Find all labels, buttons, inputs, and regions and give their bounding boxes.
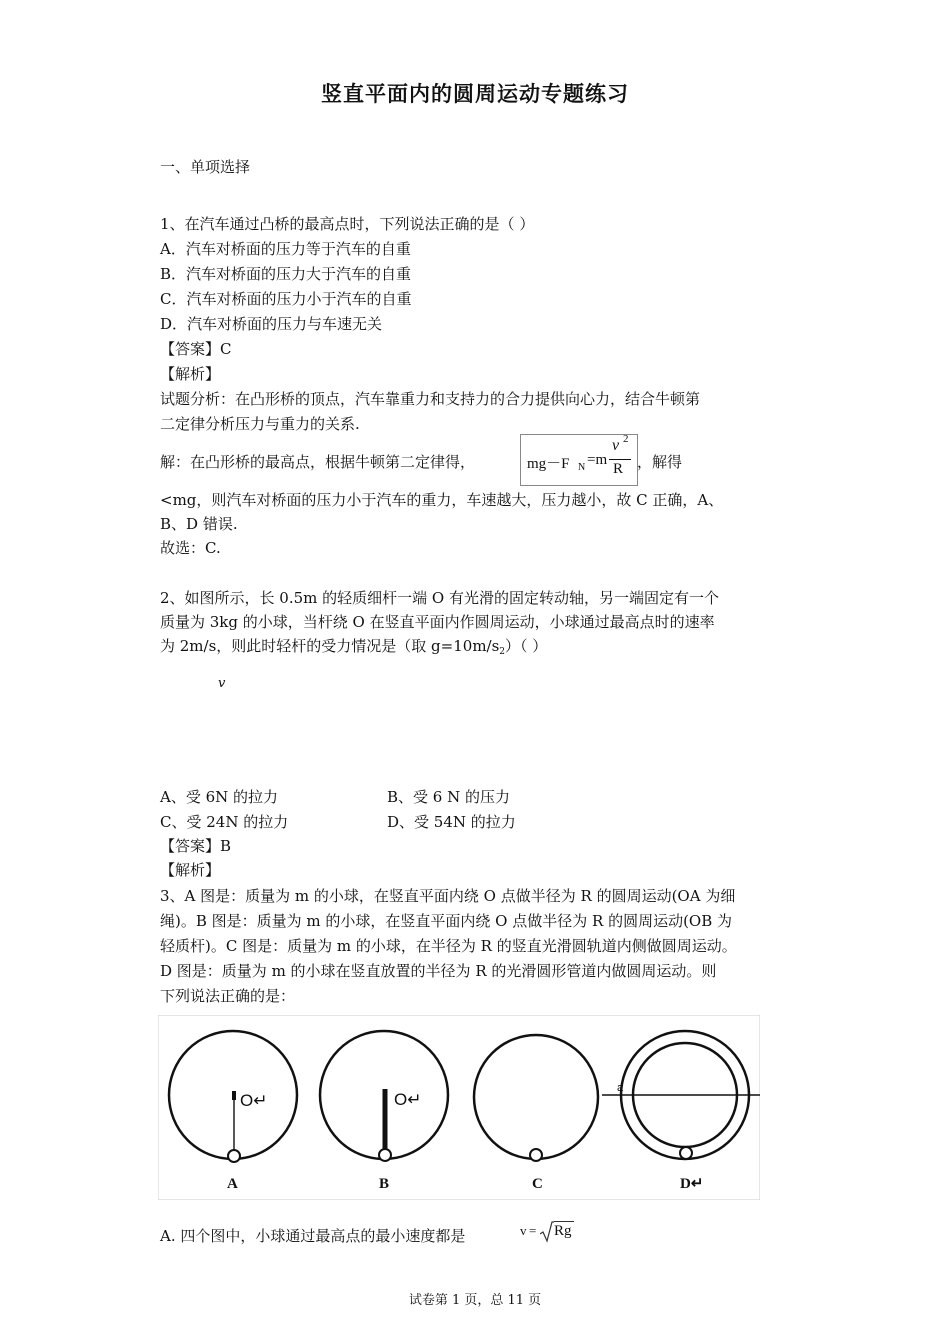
q1-analysis-label: 【解析】 [160, 365, 221, 383]
formula-equals: = [529, 1223, 537, 1238]
q2-option-b: B、受 6 N 的压力 [387, 788, 510, 806]
q3-line1: 3、A 图是：质量为 m 的小球，在竖直平面内绕 O 点做半径为 R 的圆周运动(OA 为细 [160, 887, 736, 905]
q1-option-b: B．汽车对桥面的压力大于汽车的自重 [160, 265, 412, 283]
q1-formula-box [520, 434, 638, 486]
formula-sup: 2 [623, 433, 629, 445]
q1-option-a: A．汽车对桥面的压力等于汽车的自重 [160, 240, 411, 258]
figure-c-label: C [532, 1176, 543, 1192]
q2-option-c: C、受 24N 的拉力 [160, 813, 289, 831]
figure-b-label: B [379, 1176, 390, 1192]
sqrt-icon [540, 1221, 554, 1243]
figure-a-ball [228, 1150, 240, 1162]
figure-c-ball [530, 1149, 542, 1161]
q3-option-a-prefix: A. 四个图中，小球通过最高点的最小速度都是 [160, 1227, 466, 1245]
q3-line2: 绳)。B 图是：质量为 m 的小球，在竖直平面内绕 O 点做半径为 R 的圆周运动(OB 为 [160, 912, 733, 930]
q2-analysis-label: 【解析】 [160, 861, 221, 879]
page-title: 竖直平面内的圆周运动专题练习 [321, 82, 629, 106]
q2-stem-line3: 为 2m/s，则此时轻杆的受力情况是（取 $g=10m/s_2$）（ ） [160, 637, 548, 657]
figure-a-label: A [227, 1176, 238, 1192]
q2-velocity-label: v [218, 676, 226, 691]
figure-b-o-label: O↵ [394, 1090, 422, 1109]
q1-analysis-line1: 试题分析：在凸形桥的顶点，汽车靠重力和支持力的合力提供向心力，结合牛顿第 [160, 390, 701, 408]
q3-line5: 下列说法正确的是： [160, 987, 296, 1005]
formula-num: v [612, 437, 620, 454]
q3-line3: 轻质杆)。C 图是：质量为 m 的小球，在半径为 R 的竖直光滑圆轨道内侧做圆周运动。 [160, 937, 737, 955]
q1-option-c: C．汽车对桥面的压力小于汽车的自重 [160, 290, 412, 308]
formula-left: mg－F [527, 456, 570, 472]
q1-solve-suffix: ，解得 [637, 453, 683, 471]
q2-option-a: A、受 6N 的拉力 [160, 788, 279, 806]
q3-line4: D 图是：质量为 m 的小球在竖直放置的半径为 R 的光滑圆形管道内做圆周运动。则 [160, 962, 717, 980]
q1-stem: 1、在汽车通过凸桥的最高点时，下列说法正确的是（ ） [160, 215, 535, 233]
q1-answer: 【答案】C [160, 340, 232, 358]
q1-solve-line2: <mg，则汽车对桥面的压力小于汽车的重力，车速越大，压力越小，故 C 正确，A、 [160, 491, 724, 509]
page-footer: 试卷第 1 页，总 11 页 [408, 1293, 542, 1308]
figure-d-label: D↵ [680, 1176, 704, 1192]
q2-stem-line2: 质量为 3kg 的小球，当杆绕 O 在竖直平面内作圆周运动，小球通过最高点时的速率 [160, 613, 715, 631]
formula-root: Rg [554, 1223, 572, 1239]
q3-option-a-formula [519, 1219, 575, 1245]
q1-option-d: D．汽车对桥面的压力与车速无关 [160, 315, 383, 333]
figure-a-pivot [232, 1091, 236, 1100]
q2-stem-line1: 2、如图所示，长 0.5m 的轻质细杆一端 O 有光滑的固定转动轴，另一端固定有一个 [160, 589, 719, 607]
formula-eq: =m [587, 452, 608, 468]
q1-solve-line3: B、D 错误. [160, 515, 238, 533]
fraction-bar [609, 459, 631, 460]
q1-analysis-line2: 二定律分析压力与重力的关系. [160, 415, 360, 433]
q1-choose: 故选：C. [160, 539, 221, 557]
figure-d-ball [680, 1147, 692, 1159]
formula-den: R [613, 461, 624, 477]
q2-answer: 【答案】B [160, 837, 232, 855]
q1-solve-prefix: 解：在凸形桥的最高点，根据牛顿第二定律得， [160, 453, 476, 471]
figure-d-a-label: a [617, 1082, 624, 1094]
figure-b-ball [379, 1149, 391, 1161]
figure-a-o-label: O↵ [240, 1091, 268, 1110]
section-heading: 一、单项选择 [160, 158, 251, 176]
formula-v: v [520, 1223, 527, 1238]
q3-figure [158, 1015, 760, 1200]
q2-option-d: D、受 54N 的拉力 [387, 813, 516, 831]
sqrt-bar [554, 1221, 574, 1222]
formula-sub: N [578, 462, 586, 473]
